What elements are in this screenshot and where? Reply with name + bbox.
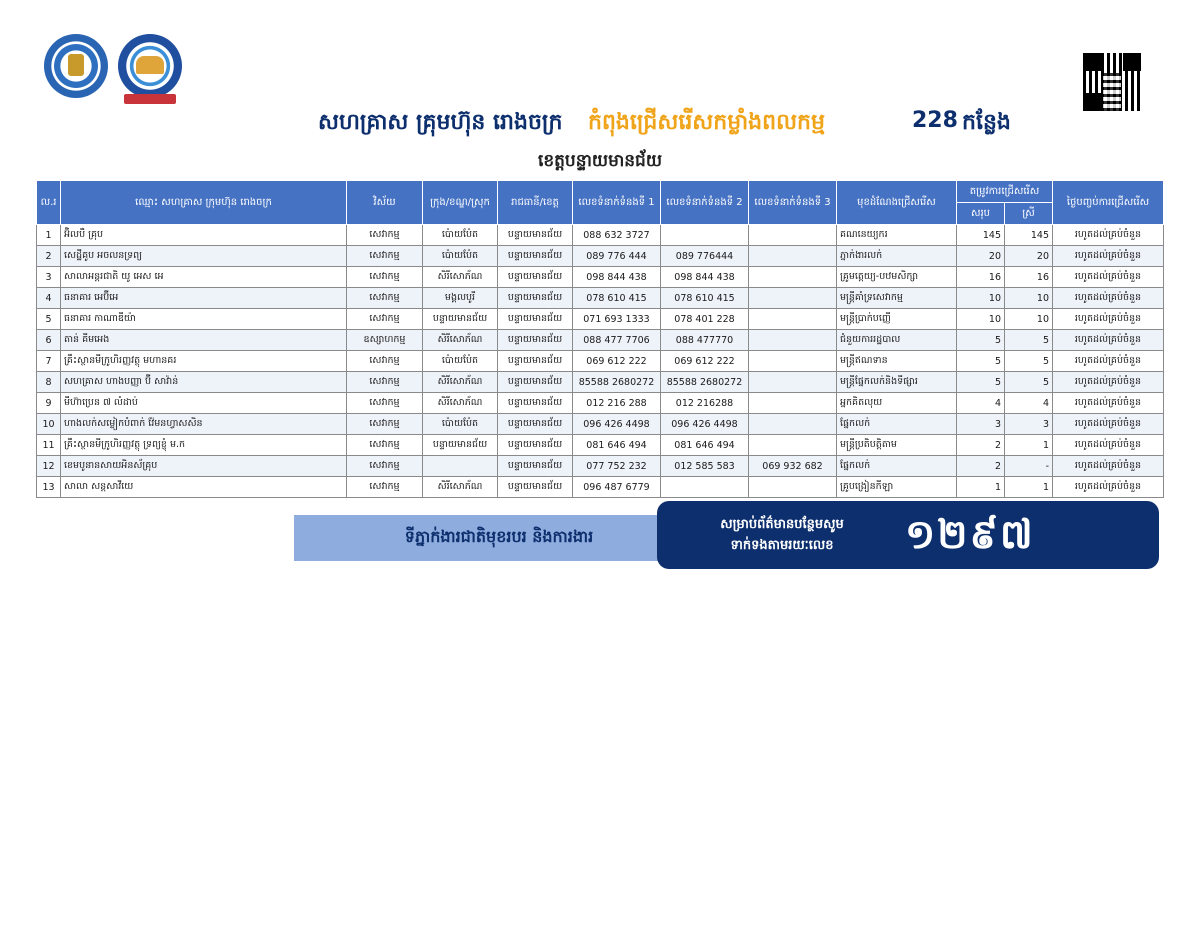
cell-sector: សេវាកម្ម <box>347 288 423 309</box>
cell-phone3[interactable] <box>749 414 837 435</box>
cell-phone1[interactable]: 096 426 4498 <box>573 414 661 435</box>
cell-no: 6 <box>37 330 61 351</box>
cell-deadline: រហូតដល់គ្រប់ចំនួន <box>1053 435 1164 456</box>
cell-phone3[interactable] <box>749 372 837 393</box>
cell-position: មន្ត្រីឥណទាន <box>837 351 957 372</box>
cell-female: 16 <box>1005 267 1053 288</box>
cell-city: សិរីសោភ័ណ <box>423 267 498 288</box>
hotline-label-line2: ទាក់ទងតាមរយៈលេខ <box>730 538 834 553</box>
table-row <box>37 393 1164 414</box>
cell-female: 4 <box>1005 393 1053 414</box>
cell-deadline: រហូតដល់គ្រប់ចំនួន <box>1053 414 1164 435</box>
cell-sector: សេវាកម្ម <box>347 267 423 288</box>
cell-phone2[interactable]: 069 612 222 <box>661 351 749 372</box>
cell-deadline: រហូតដល់គ្រប់ចំនួន <box>1053 393 1164 414</box>
cell-city: បន្ទាយមានជ័យ <box>423 309 498 330</box>
table-row <box>37 456 1164 477</box>
cell-female: 1 <box>1005 435 1053 456</box>
cell-no: 5 <box>37 309 61 330</box>
cell-deadline: រហូតដល់គ្រប់ចំនួន <box>1053 372 1164 393</box>
cell-province: បន្ទាយមានជ័យ <box>498 414 573 435</box>
job-rows <box>37 225 1164 498</box>
cell-deadline: រហូតដល់គ្រប់ចំនួន <box>1053 351 1164 372</box>
cell-position: អ្នកគិតលុយ <box>837 393 957 414</box>
cell-company: អ៊ិលបឺ គ្រុប <box>61 225 347 246</box>
cell-total: 2 <box>957 456 1005 477</box>
agency-banner: ទីភ្នាក់ងារជាតិមុខរបរ និងការងារ <box>294 515 704 561</box>
header-sector: វិស័យ <box>347 181 423 225</box>
cell-female: 1 <box>1005 477 1053 498</box>
cell-sector: សេវាកម្ម <box>347 225 423 246</box>
cell-city <box>423 456 498 477</box>
cell-total: 5 <box>957 372 1005 393</box>
header-position: មុខដំណែងជ្រើសរើស <box>837 181 957 225</box>
cell-phone1[interactable]: 078 610 415 <box>573 288 661 309</box>
cell-sector: សេវាកម្ម <box>347 372 423 393</box>
cell-phone1[interactable]: 088 632 3727 <box>573 225 661 246</box>
cell-no: 8 <box>37 372 61 393</box>
cell-position: មន្ត្រីប្រាក់បញ្ញើ <box>837 309 957 330</box>
cell-phone3[interactable] <box>749 246 837 267</box>
logo-group <box>44 34 182 98</box>
cell-deadline: រហូតដល់គ្រប់ចំនួន <box>1053 330 1164 351</box>
cell-company: មីហ៊ាប្រេន ៧ លំដាប់ <box>61 393 347 414</box>
cell-phone3[interactable] <box>749 393 837 414</box>
cell-total: 3 <box>957 414 1005 435</box>
cell-province: បន្ទាយមានជ័យ <box>498 225 573 246</box>
header-no: ល.រ <box>37 181 61 225</box>
cell-female: - <box>1005 456 1053 477</box>
table-row <box>37 267 1164 288</box>
cell-female: 10 <box>1005 309 1053 330</box>
cell-province: បន្ទាយមានជ័យ <box>498 267 573 288</box>
cell-phone3[interactable] <box>749 267 837 288</box>
cell-province: បន្ទាយមានជ័យ <box>498 309 573 330</box>
cell-position: មន្ត្រីផ្នែកលក់និងទីផ្សារ <box>837 372 957 393</box>
cell-position: ជំនួយការរដ្ឋបាល <box>837 330 957 351</box>
cell-position: គ្រូមត្តេយ្យ-បឋមសិក្សា <box>837 267 957 288</box>
cell-no: 3 <box>37 267 61 288</box>
cell-province: បន្ទាយមានជ័យ <box>498 288 573 309</box>
qr-code-icon[interactable] <box>1083 53 1141 111</box>
cell-company: សេដ្ឋីគូប អចលនទ្រព្យ <box>61 246 347 267</box>
cell-deadline: រហូតដល់គ្រប់ចំនួន <box>1053 225 1164 246</box>
cell-no: 1 <box>37 225 61 246</box>
cell-company: ហាងលក់សម្លៀកបំពាក់ វ៉ែមនហ្វាសសិន <box>61 414 347 435</box>
cell-phone1[interactable]: 069 612 222 <box>573 351 661 372</box>
cell-company: សាលា សន្តសាវីយេ <box>61 477 347 498</box>
cell-city: ប៉ោយប៉ែត <box>423 225 498 246</box>
cell-city: ប៉ោយប៉ែត <box>423 351 498 372</box>
cell-position: ភ្នាក់ងារលក់ <box>837 246 957 267</box>
header-province: រាជធានី/ខេត្ត <box>498 181 573 225</box>
job-table <box>36 180 1164 498</box>
cell-total: 1 <box>957 477 1005 498</box>
cell-sector: ឧស្សាហកម្ម <box>347 330 423 351</box>
cell-total: 145 <box>957 225 1005 246</box>
table-row <box>37 372 1164 393</box>
table-row <box>37 288 1164 309</box>
cell-phone2[interactable]: 85588 2680272 <box>661 372 749 393</box>
hotline-number[interactable]: ១២៩៧ <box>905 512 1035 558</box>
cell-phone3[interactable] <box>749 288 837 309</box>
cell-phone2[interactable]: 098 844 438 <box>661 267 749 288</box>
cell-deadline: រហូតដល់គ្រប់ចំនួន <box>1053 267 1164 288</box>
cell-sector: សេវាកម្ម <box>347 414 423 435</box>
cell-no: 12 <box>37 456 61 477</box>
cell-phone3[interactable]: 069 932 682 <box>749 456 837 477</box>
hotline-box <box>657 501 1159 569</box>
cell-province: បន្ទាយមានជ័យ <box>498 351 573 372</box>
cell-city: មង្គលបូរី <box>423 288 498 309</box>
cell-total: 16 <box>957 267 1005 288</box>
cell-phone2[interactable]: 012 585 583 <box>661 456 749 477</box>
cell-sector: សេវាកម្ម <box>347 351 423 372</box>
cell-phone2[interactable]: 096 426 4498 <box>661 414 749 435</box>
cell-sector: សេវាកម្ម <box>347 456 423 477</box>
cell-company: តាន់ គីមអេង <box>61 330 347 351</box>
table-row <box>37 477 1164 498</box>
cell-phone3[interactable] <box>749 225 837 246</box>
cell-total: 20 <box>957 246 1005 267</box>
cell-sector: សេវាកម្ម <box>347 435 423 456</box>
cell-province: បន្ទាយមានជ័យ <box>498 330 573 351</box>
cell-city: ប៉ោយប៉ែត <box>423 414 498 435</box>
cell-no: 10 <box>37 414 61 435</box>
cell-total: 5 <box>957 330 1005 351</box>
cell-phone3[interactable] <box>749 330 837 351</box>
table-row <box>37 225 1164 246</box>
cell-total: 4 <box>957 393 1005 414</box>
cell-company: ធនាគារ អេប៊ីអេ <box>61 288 347 309</box>
cell-phone1[interactable]: 081 646 494 <box>573 435 661 456</box>
cell-province: បន្ទាយមានជ័យ <box>498 435 573 456</box>
cell-no: 11 <box>37 435 61 456</box>
cell-position: មន្ត្រីគាំទ្រសេវាកម្ម <box>837 288 957 309</box>
cell-phone1[interactable]: 85588 2680272 <box>573 372 661 393</box>
cell-phone2[interactable]: 089 776444 <box>661 246 749 267</box>
cell-company: សហគ្រាស ហាងបញ្ញា ប៊ី សាវ៉ាន់ <box>61 372 347 393</box>
cell-position: ផ្នែកលក់ <box>837 456 957 477</box>
hotline-label-line1: សម្រាប់ព័ត៌មានបន្ថែមសូម <box>720 517 844 532</box>
cell-province: បន្ទាយមានជ័យ <box>498 456 573 477</box>
cell-phone2[interactable]: 078 610 415 <box>661 288 749 309</box>
cell-phone2[interactable]: 081 646 494 <box>661 435 749 456</box>
cell-position: គណនេយ្យករ <box>837 225 957 246</box>
cell-female: 10 <box>1005 288 1053 309</box>
cell-sector: សេវាកម្ម <box>347 309 423 330</box>
table-row <box>37 330 1164 351</box>
cell-position: គ្រូបង្រៀនកីឡា <box>837 477 957 498</box>
cell-position: ផ្នែកលក់ <box>837 414 957 435</box>
cell-sector: សេវាកម្ម <box>347 246 423 267</box>
cell-province: បន្ទាយមានជ័យ <box>498 393 573 414</box>
cell-phone1[interactable]: 012 216 288 <box>573 393 661 414</box>
hotline-label <box>697 514 867 556</box>
cell-female: 5 <box>1005 372 1053 393</box>
cell-total: 10 <box>957 288 1005 309</box>
cell-city: សិរីសោភ័ណ <box>423 393 498 414</box>
header-female: ស្រី <box>1005 203 1053 225</box>
cell-no: 2 <box>37 246 61 267</box>
cell-sector: សេវាកម្ម <box>347 477 423 498</box>
cell-city: សិរីសោភ័ណ <box>423 372 498 393</box>
cell-phone1[interactable]: 077 752 232 <box>573 456 661 477</box>
header-phone2: លេខទំនាក់ទំនងទី 2 <box>661 181 749 225</box>
cell-province: បន្ទាយមានជ័យ <box>498 372 573 393</box>
province-title: ខេត្តបន្ទាយមានជ័យ <box>537 151 663 171</box>
cell-phone3[interactable] <box>749 477 837 498</box>
cell-company: សាលាអន្តរជាតិ យូ អេស អេ <box>61 267 347 288</box>
cell-city: សិរីសោភ័ណ <box>423 477 498 498</box>
header-company: ឈ្មោះ សហគ្រាស ក្រុមហ៊ុន រោងចក្រ <box>61 181 347 225</box>
cell-deadline: រហូតដល់គ្រប់ចំនួន <box>1053 288 1164 309</box>
cell-position: មន្ត្រីប្រតិបត្តិតាម <box>837 435 957 456</box>
ministry-logo <box>44 34 108 98</box>
table-row <box>37 351 1164 372</box>
cell-total: 2 <box>957 435 1005 456</box>
headline <box>0 108 1200 144</box>
cell-phone1[interactable]: 088 477 7706 <box>573 330 661 351</box>
table-row <box>37 414 1164 435</box>
header-phone1: លេខទំនាក់ទំនងទី 1 <box>573 181 661 225</box>
headline-highlight: កំពុងជ្រើសរើសកម្លាំងពលកម្ម <box>588 110 825 135</box>
table-row <box>37 246 1164 267</box>
cell-phone1[interactable]: 098 844 438 <box>573 267 661 288</box>
table-row <box>37 309 1164 330</box>
cell-phone2[interactable] <box>661 225 749 246</box>
headline-title: សហគ្រាស គ្រុមហ៊ុន រោងចក្រ <box>318 110 563 135</box>
cell-female: 3 <box>1005 414 1053 435</box>
cell-female: 20 <box>1005 246 1053 267</box>
cell-female: 5 <box>1005 330 1053 351</box>
cell-city: ប៉ោយប៉ែត <box>423 246 498 267</box>
cell-province: បន្ទាយមានជ័យ <box>498 246 573 267</box>
cell-no: 4 <box>37 288 61 309</box>
cell-deadline: រហូតដល់គ្រប់ចំនួន <box>1053 456 1164 477</box>
header-city: ក្រុង/ខណ្ឌ/ស្រុក <box>423 181 498 225</box>
nea-logo <box>118 34 182 98</box>
cell-phone1[interactable]: 089 776 444 <box>573 246 661 267</box>
cell-total: 10 <box>957 309 1005 330</box>
cell-company: គ្រឹះស្ថានមីក្រូហិរញ្ញវត្ថុ មហានគរ <box>61 351 347 372</box>
header-deadline: ថ្ងៃបញ្ចប់ការជ្រើសរើស <box>1053 181 1164 225</box>
cell-province: បន្ទាយមានជ័យ <box>498 477 573 498</box>
cell-total: 5 <box>957 351 1005 372</box>
cell-phone2[interactable]: 078 401 228 <box>661 309 749 330</box>
cell-company: ធនាគារ កាណាឌីយ៉ា <box>61 309 347 330</box>
cell-deadline: រហូតដល់គ្រប់ចំនួន <box>1053 477 1164 498</box>
header-phone3: លេខទំនាក់ទំនងទី 3 <box>749 181 837 225</box>
cell-female: 145 <box>1005 225 1053 246</box>
cell-phone3[interactable] <box>749 309 837 330</box>
cell-company: ខេមបូនានសាយអិនស័គ្រុប <box>61 456 347 477</box>
cell-female: 5 <box>1005 351 1053 372</box>
cell-city: បន្ទាយមានជ័យ <box>423 435 498 456</box>
cell-phone3[interactable] <box>749 351 837 372</box>
cell-phone1[interactable]: 071 693 1333 <box>573 309 661 330</box>
cell-no: 7 <box>37 351 61 372</box>
headline-count-unit: កន្លែង <box>962 110 1011 135</box>
cell-city: សិរីសោភ័ណ <box>423 330 498 351</box>
cell-phone3[interactable] <box>749 435 837 456</box>
cell-company: គ្រឹះស្ថានមីក្រូហិរញ្ញវត្ថុ ទ្រព្យខ្ញុំ ម.ក <box>61 435 347 456</box>
header-quota: តម្រូវការជ្រើសរើស <box>957 181 1053 203</box>
cell-phone1[interactable]: 096 487 6779 <box>573 477 661 498</box>
cell-phone2[interactable]: 088 477770 <box>661 330 749 351</box>
cell-no: 9 <box>37 393 61 414</box>
cell-no: 13 <box>37 477 61 498</box>
cell-phone2[interactable]: 012 216288 <box>661 393 749 414</box>
cell-sector: សេវាកម្ម <box>347 393 423 414</box>
table-row <box>37 435 1164 456</box>
cell-phone2[interactable] <box>661 477 749 498</box>
header-total: សរុប <box>957 203 1005 225</box>
headline-count: 228 <box>912 108 958 133</box>
cell-deadline: រហូតដល់គ្រប់ចំនួន <box>1053 309 1164 330</box>
cell-deadline: រហូតដល់គ្រប់ចំនួន <box>1053 246 1164 267</box>
